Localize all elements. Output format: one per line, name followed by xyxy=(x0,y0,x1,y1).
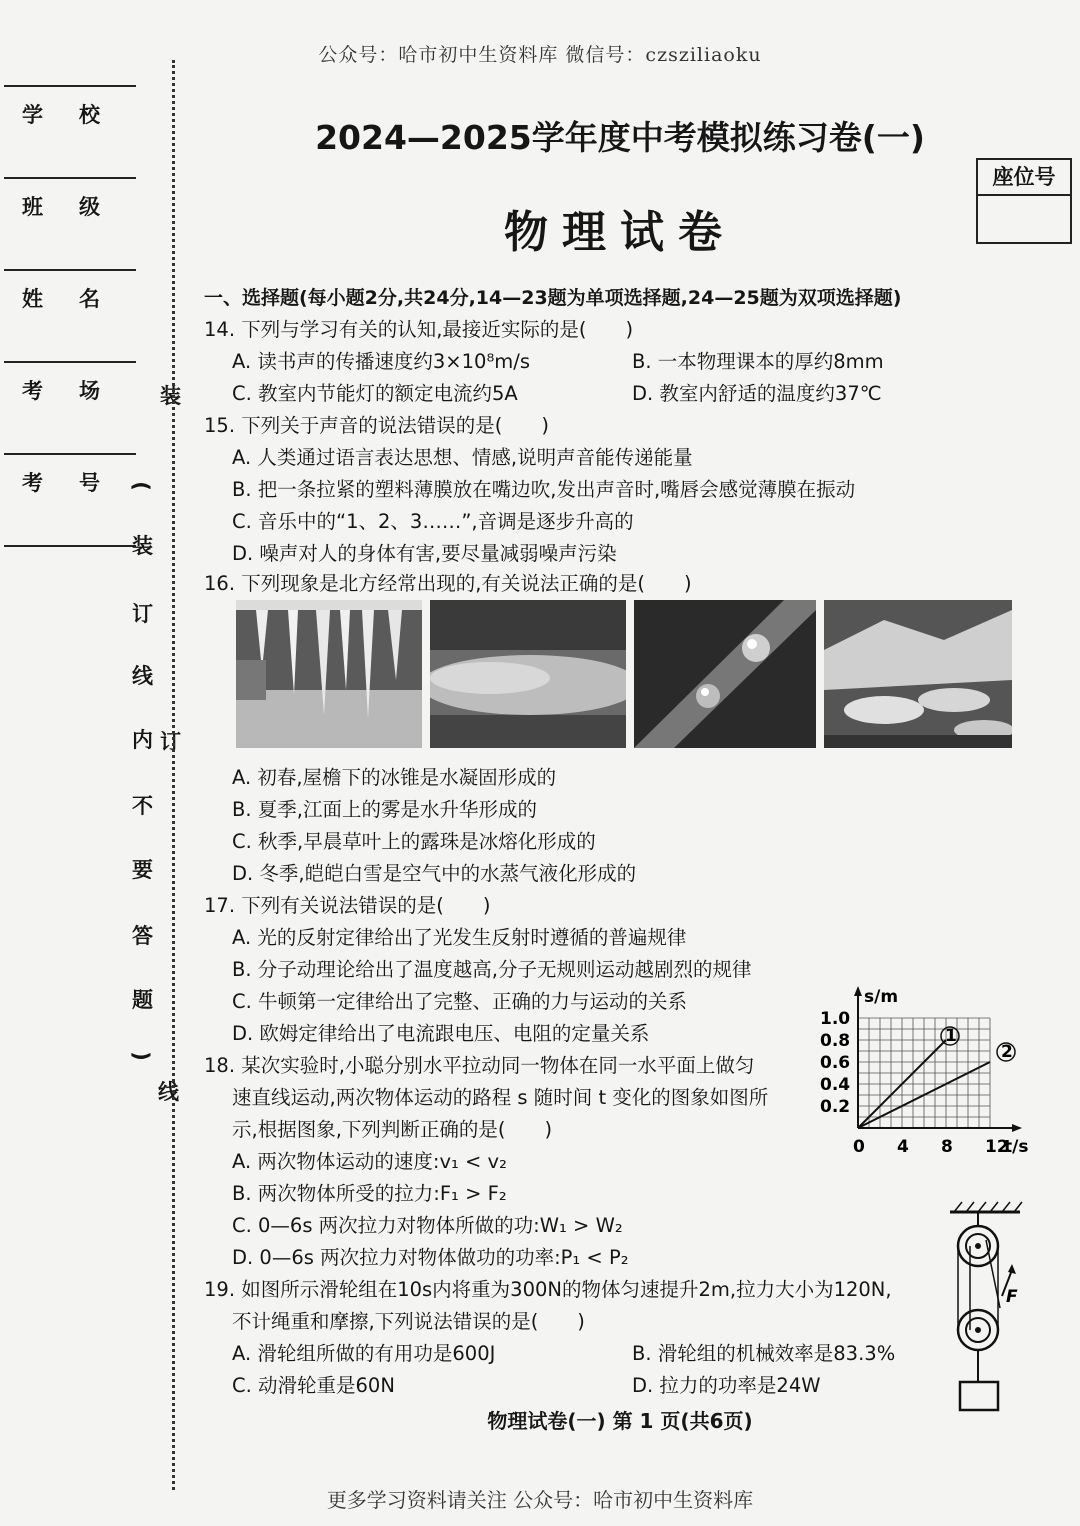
x-axis-arrow xyxy=(1012,1124,1022,1132)
x-tick-label: 8 xyxy=(941,1137,953,1157)
binding-char: 订 xyxy=(132,602,153,626)
q19-stem: 不计绳重和摩擦,下列说法错误的是( ) xyxy=(232,1310,585,1333)
binding-dotted-line xyxy=(172,60,175,1490)
x-tick-label: 4 xyxy=(897,1137,909,1157)
y-tick-label: 1.0 xyxy=(820,1009,851,1029)
info-row-name xyxy=(4,271,136,363)
q14-option-d: D. 教室内舒适的温度约37℃ xyxy=(632,382,882,405)
student-info-table xyxy=(4,85,136,547)
photo-snow xyxy=(824,600,1012,748)
info-row-class xyxy=(4,179,136,271)
binding-char: 线 xyxy=(132,664,153,688)
info-row-school xyxy=(4,87,136,179)
info-label: 班级 xyxy=(22,195,136,219)
q19-option-b: B. 滑轮组的机械效率是83.3% xyxy=(632,1342,896,1365)
q14-option-a: A. 读书声的传播速度约3×10⁸m/s xyxy=(232,350,530,373)
binding-char: 答 xyxy=(132,924,153,948)
y-axis-arrow xyxy=(854,986,862,996)
y-tick-label: 0.4 xyxy=(820,1075,851,1095)
q14-option-c: C. 教室内节能灯的额定电流约5A xyxy=(232,382,518,405)
q15-option-b: B. 把一条拉紧的塑料薄膜放在嘴边吹,发出声音时,嘴唇会感觉薄膜在振动 xyxy=(232,478,856,501)
photo-icicles xyxy=(236,600,422,748)
s-t-chart xyxy=(812,980,1040,1162)
binding-paren-close: ) xyxy=(128,1051,153,1061)
q18-option-b: B. 两次物体所受的拉力:F₁ > F₂ xyxy=(232,1182,507,1205)
info-label: 学校 xyxy=(22,103,136,127)
series-label-2: 2 xyxy=(1001,1042,1013,1062)
x-tick-label: 0 xyxy=(853,1137,865,1157)
q16-option-c: C. 秋季,早晨草叶上的露珠是冰熔化形成的 xyxy=(232,830,596,853)
bottom-watermark: 更多学习资料请关注 公众号：哈市初中生资料库 xyxy=(326,1488,754,1512)
q16-option-d: D. 冬季,皑皑白雪是空气中的水蒸气液化形成的 xyxy=(232,862,637,885)
binding-char: 不 xyxy=(132,794,153,818)
q16-option-a: A. 初春,屋檐下的冰锥是水凝固形成的 xyxy=(232,766,557,789)
subject-title: 物理试卷 xyxy=(504,207,736,258)
binding-paren-open: ( xyxy=(128,481,153,491)
binding-mark-xian: 线 xyxy=(158,1080,179,1104)
seat-label: 座位号 xyxy=(978,160,1070,196)
binding-mark-zhuang: 装 xyxy=(160,384,181,408)
page-footer: 物理试卷(一) 第 1 页(共6页) xyxy=(487,1409,753,1433)
q15-option-d: D. 噪声对人的身体有害,要尽量减弱噪声污染 xyxy=(232,542,617,565)
q18-option-a: A. 两次物体运动的速度:v₁ < v₂ xyxy=(232,1150,507,1173)
q17-option-c: C. 牛顿第一定律给出了完整、正确的力与运动的关系 xyxy=(232,990,688,1013)
q17-option-d: D. 欧姆定律给出了电流跟电压、电阻的定量关系 xyxy=(232,1022,650,1045)
photo-dew-drops xyxy=(634,600,816,748)
q19-option-a: A. 滑轮组所做的有用功是600J xyxy=(232,1342,496,1365)
q18-stem: 18. 某次实验时,小聪分别水平拉动同一物体在同一水平面上做匀 xyxy=(204,1054,755,1077)
y-tick-label: 0.2 xyxy=(820,1097,851,1117)
q18-option-c: C. 0—6s 两次拉力对物体所做的功:W₁ > W₂ xyxy=(232,1214,623,1237)
q19-option-d: D. 拉力的功率是24W xyxy=(632,1374,821,1397)
binding-mark-ding: 订 xyxy=(160,730,181,754)
q15-stem: 15. 下列关于声音的说法错误的是( ) xyxy=(204,414,549,437)
force-label: F xyxy=(1006,1287,1018,1307)
info-label: 考号 xyxy=(22,471,136,495)
info-label: 考场 xyxy=(22,379,136,403)
y-axis-label: s/m xyxy=(864,987,899,1007)
series-label-1: 1 xyxy=(945,1026,957,1046)
q17-stem: 17. 下列有关说法错误的是( ) xyxy=(204,894,491,917)
q14-option-b: B. 一本物理课本的厚约8mm xyxy=(632,350,884,373)
q18-stem: 速直线运动,两次物体运动的路程 s 随时间 t 变化的图象如图所 xyxy=(232,1086,769,1109)
binding-char: 装 xyxy=(132,534,153,558)
info-label: 姓名 xyxy=(22,287,136,311)
photo-river-fog xyxy=(430,600,626,748)
q15-option-c: C. 音乐中的“1、2、3……”,音调是逐步升高的 xyxy=(232,510,634,533)
info-row-room xyxy=(4,363,136,455)
binding-char: 题 xyxy=(132,988,153,1012)
binding-char: 内 xyxy=(132,728,153,752)
y-tick-label: 0.8 xyxy=(820,1031,851,1051)
q14-stem: 14. 下列与学习有关的认知,最接近实际的是( ) xyxy=(204,318,634,341)
q19-option-c: C. 动滑轮重是60N xyxy=(232,1374,395,1397)
binding-char: 要 xyxy=(132,858,153,882)
exam-title: 2024—2025学年度中考模拟练习卷(一) xyxy=(315,118,925,157)
q18-option-d: D. 0—6s 两次拉力对物体做功的功率:P₁ < P₂ xyxy=(232,1246,629,1269)
q16-option-b: B. 夏季,江面上的雾是水升华形成的 xyxy=(232,798,537,821)
info-row-number xyxy=(4,455,136,547)
pulley-system-diagram xyxy=(940,1200,1030,1420)
x-axis-label: t/s xyxy=(1004,1137,1029,1157)
section-title: 一、选择题(每小题2分,共24分,14—23题为单项选择题,24—25题为双项选择题) xyxy=(204,287,902,309)
q16-stem: 16. 下列现象是北方经常出现的,有关说法正确的是( ) xyxy=(204,572,692,595)
x-tick-label: 12 xyxy=(985,1137,1009,1157)
q17-option-b: B. 分子动理论给出了温度越高,分子无规则运动越剧烈的规律 xyxy=(232,958,752,981)
q18-stem: 示,根据图象,下列判断正确的是( ) xyxy=(232,1118,553,1141)
q19-stem: 19. 如图所示滑轮组在10s内将重为300N的物体匀速提升2m,拉力大小为120N, xyxy=(204,1278,892,1301)
top-watermark: 公众号：哈市初中生资料库 微信号：czsziliaoku xyxy=(318,44,762,66)
q15-option-a: A. 人类通过语言表达思想、情感,说明声音能传递能量 xyxy=(232,446,693,469)
y-tick-label: 0.6 xyxy=(820,1053,851,1073)
q17-option-a: A. 光的反射定律给出了光发生反射时遵循的普遍规律 xyxy=(232,926,687,949)
